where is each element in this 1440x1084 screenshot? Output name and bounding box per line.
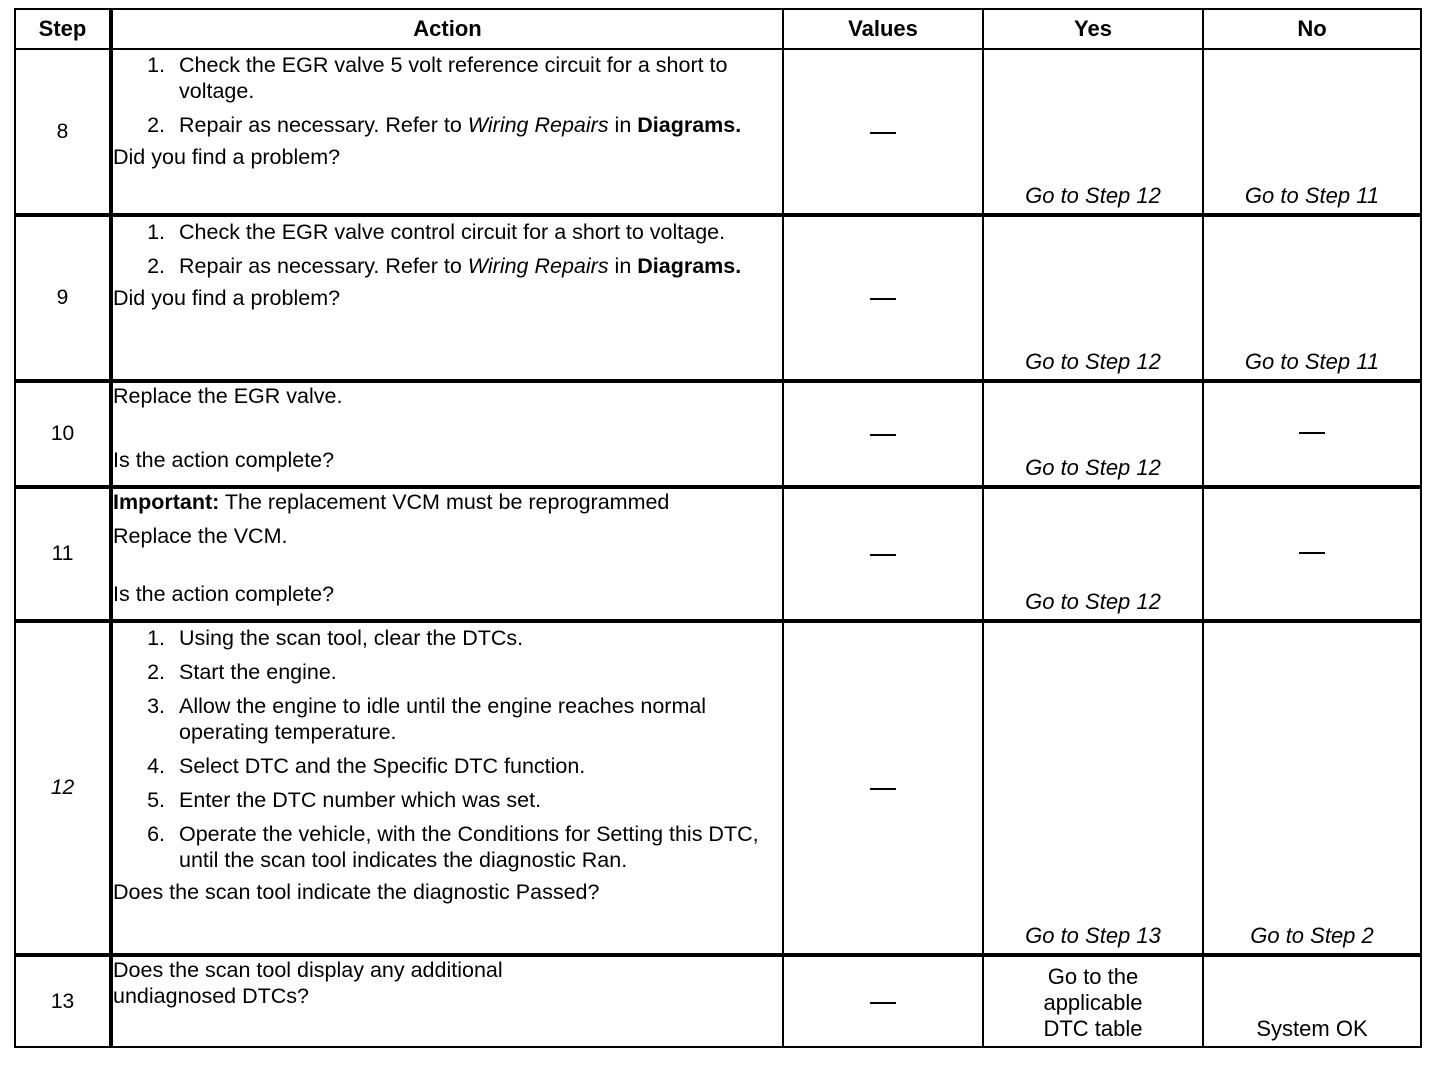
- list-item: 3. Allow the engine to idle until the engine reaches normal operating temperature.: [171, 693, 782, 745]
- table-row-step-10: [15, 381, 1421, 487]
- no-cell: [1203, 487, 1421, 621]
- action-list: [113, 625, 782, 873]
- table-row-step-9: [15, 215, 1421, 381]
- list-item: 4. Select DTC and the Specific DTC function.: [171, 753, 782, 779]
- header-values: Values: [783, 9, 983, 49]
- action-cell: [111, 955, 783, 1047]
- yes-line: DTC table: [1043, 1016, 1143, 1041]
- table-row-step-11: [15, 487, 1421, 621]
- em-dash: [870, 298, 896, 300]
- action-cell: [111, 621, 783, 955]
- list-item: 2. Start the engine.: [171, 659, 782, 685]
- yes-line: Go to the: [1047, 964, 1139, 989]
- action-cell: [111, 215, 783, 381]
- em-dash: [870, 554, 896, 556]
- diagnostic-table: [14, 8, 1422, 1048]
- important-note: Important: The replacement VCM must be reprogrammed: [113, 490, 670, 514]
- values-cell: [783, 215, 983, 381]
- values-cell: [783, 955, 983, 1047]
- yes-cell: Go to Step 12: [983, 49, 1203, 215]
- em-dash: [1299, 432, 1325, 434]
- action-question: Did you find a problem?: [113, 145, 341, 169]
- no-cell: System OK: [1203, 955, 1421, 1047]
- header-step: Step: [15, 9, 111, 49]
- yes-cell: Go to Step 12: [983, 215, 1203, 381]
- action-question: Is the action complete?: [113, 448, 335, 472]
- action-question: Does the scan tool indicate the diagnostic Passed?: [113, 880, 600, 904]
- list-item: 1. Check the EGR valve control circuit for a short to voltage.: [171, 219, 782, 245]
- no-cell: Go to Step 2: [1203, 621, 1421, 955]
- action-cell: [111, 487, 783, 621]
- em-dash: [1299, 552, 1325, 554]
- action-text: Replace the VCM.: [113, 524, 288, 548]
- em-dash: [870, 1002, 896, 1004]
- header-yes: Yes: [983, 9, 1203, 49]
- yes-cell: [983, 955, 1203, 1047]
- table-row-step-12: [15, 621, 1421, 955]
- list-item: 5. Enter the DTC number which was set.: [171, 787, 782, 813]
- step-number: 8: [15, 49, 111, 215]
- step-number: 11: [15, 487, 111, 621]
- em-dash: [870, 434, 896, 436]
- list-item: 2. Repair as necessary. Refer to Wiring Repairs in Diagrams.: [171, 112, 782, 138]
- yes-cell: Go to Step 12: [983, 487, 1203, 621]
- list-item: 2. Repair as necessary. Refer to Wiring Repairs in Diagrams.: [171, 253, 782, 279]
- list-item: 1. Using the scan tool, clear the DTCs.: [171, 625, 782, 651]
- action-list: [113, 219, 782, 279]
- action-text: Replace the EGR valve.: [113, 384, 343, 408]
- action-question: Is the action complete?: [113, 582, 335, 606]
- em-dash: [870, 788, 896, 790]
- no-cell: Go to Step 11: [1203, 49, 1421, 215]
- step-number: 12: [15, 621, 111, 955]
- table-row-step-13: [15, 955, 1421, 1047]
- action-cell: [111, 49, 783, 215]
- em-dash: [870, 132, 896, 134]
- action-list: [113, 52, 782, 138]
- no-cell: Go to Step 11: [1203, 215, 1421, 381]
- list-item: 6. Operate the vehicle, with the Conditions for Setting this DTC, until the scan tool indicates the diagnostic Ran.: [171, 821, 782, 873]
- values-cell: [783, 621, 983, 955]
- header-action: Action: [111, 9, 783, 49]
- no-cell: [1203, 381, 1421, 487]
- step-number: 10: [15, 381, 111, 487]
- values-cell: [783, 49, 983, 215]
- yes-cell: Go to Step 13: [983, 621, 1203, 955]
- yes-line: applicable: [1043, 990, 1143, 1015]
- header-no: No: [1203, 9, 1421, 49]
- table-row-step-8: [15, 49, 1421, 215]
- step-number: 9: [15, 215, 111, 381]
- list-item: 1. Check the EGR valve 5 volt reference circuit for a short to voltage.: [171, 52, 782, 104]
- yes-cell: Go to Step 12: [983, 381, 1203, 487]
- values-cell: [783, 381, 983, 487]
- action-question: Does the scan tool display any additional undiagnosed DTCs?: [113, 958, 503, 1008]
- values-cell: [783, 487, 983, 621]
- header-row: [15, 9, 1421, 49]
- step-number: 13: [15, 955, 111, 1047]
- action-question: Did you find a problem?: [113, 286, 341, 310]
- action-cell: [111, 381, 783, 487]
